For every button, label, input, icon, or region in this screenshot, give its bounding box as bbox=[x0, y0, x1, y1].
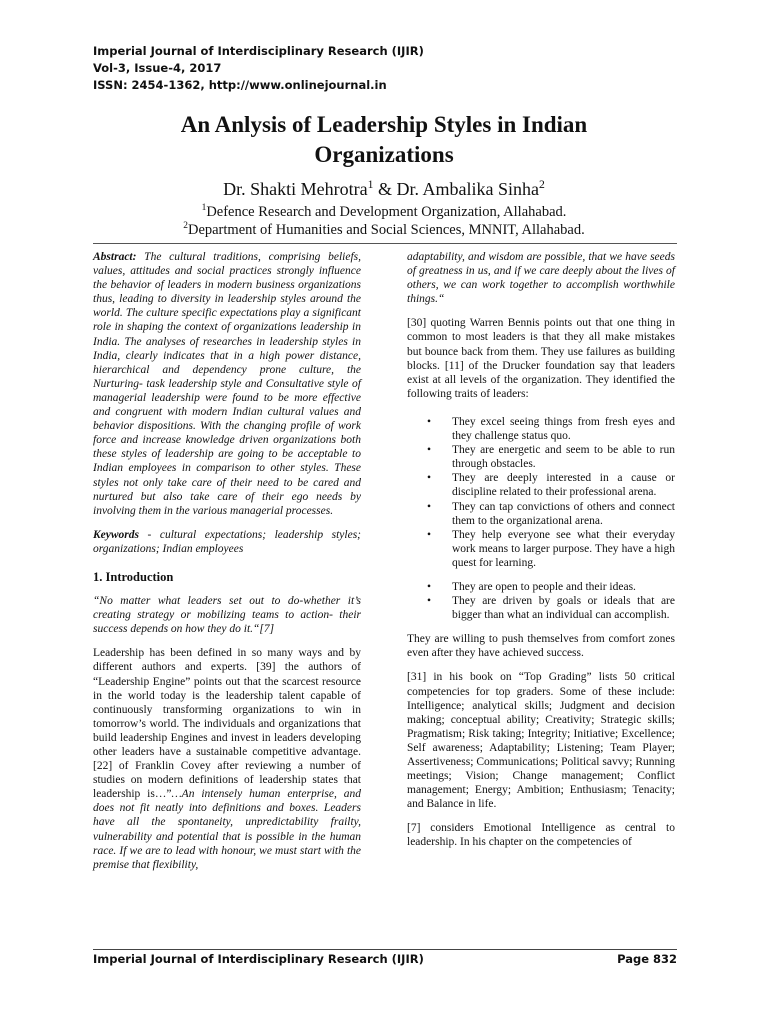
section-heading-introduction: 1. Introduction bbox=[93, 569, 174, 584]
bullet-icon: • bbox=[427, 500, 432, 513]
bullet-icon: • bbox=[427, 595, 432, 608]
author-connector: & bbox=[373, 179, 397, 199]
intro-paragraph-quote: …An intensely human enterprise, and does not fit neatly into definitions and boxes. Leaders have all the spontaneity, unpredictability frailty, vulnerability and potential that is possible in the human race. If we are to lead with honour, we must start with the premise that flexibility, bbox=[93, 788, 361, 871]
right-column bbox=[407, 250, 675, 860]
list-item: • They are driven by goals or ideals that are bigger than what an individual can accomplish. bbox=[427, 595, 675, 622]
quote-continuation: adaptability, and wisdom are possible, that we have seeds of greatness in us, and if we care deeply about the lives of others, we can work together to accomplish worthwhile things.“ bbox=[407, 251, 675, 306]
header-divider bbox=[93, 243, 677, 244]
title-line-1: An Anlysis of Leadership Styles in Indian bbox=[180, 112, 588, 137]
bullet-icon: • bbox=[427, 472, 432, 485]
author-1: Dr. Shakti Mehrotra bbox=[223, 179, 368, 199]
author-1-affil-mark: 1 bbox=[367, 178, 374, 191]
affiliation-1-mark: 1 bbox=[201, 203, 207, 214]
list-item: • They can tap convictions of others and connect them to the organizational arena. bbox=[427, 500, 675, 527]
journal-name: Imperial Journal of Interdisciplinary Research (IJIR) bbox=[93, 44, 424, 58]
affiliation-1-text: Defence Research and Development Organization, Allahabad. bbox=[206, 204, 567, 220]
bullet-icon: • bbox=[427, 528, 432, 541]
author-2: Dr. Ambalika Sinha bbox=[396, 179, 539, 199]
comfort-zone-paragraph: They are willing to push themselves from comfort zones even after they have achieved success. bbox=[407, 633, 675, 660]
bullet-icon: • bbox=[427, 415, 432, 428]
running-header bbox=[93, 43, 424, 94]
list-item: • They excel seeing things from fresh eyes and they challenge status quo. bbox=[427, 415, 675, 443]
list-item: • They help everyone see what their everyday work means to larger purpose. They have a high quest for learning. bbox=[427, 528, 675, 569]
abstract-label: Abstract: bbox=[93, 251, 137, 263]
affiliation-2-text: Department of Humanities and Social Sciences, MNNIT, Allahabad. bbox=[187, 222, 585, 238]
author-2-affil-mark: 2 bbox=[539, 178, 545, 191]
affiliation-2 bbox=[0, 221, 768, 239]
page-number: Page 832 bbox=[617, 952, 677, 966]
bullet-icon: • bbox=[427, 580, 432, 593]
bullet-icon: • bbox=[427, 444, 432, 457]
author-line bbox=[0, 178, 768, 200]
intro-paragraph bbox=[93, 646, 361, 872]
title-line-2: Organizations bbox=[314, 142, 454, 167]
keywords-text: - cultural expectations; leadership styles; organizations; Indian employees bbox=[93, 528, 361, 555]
issn-url: ISSN: 2454-1362, http://www.onlinejournal.in bbox=[93, 78, 387, 92]
traits-list-1 bbox=[407, 415, 675, 570]
top-grading-paragraph: [31] in his book on “Top Grading” lists 50 critical competencies for top graders. Some of these include: Intelligence; analytical skills; Judgment and decision making; conceptual ability; Creativity; Strategic skills; Pragmatism; Risk taking; Integrity; Initiative; Excellence; Self awareness; Adaptability; Listening; Team Player; Assertiveness; Communications; Political savvy; Running meetings; Vision; Change management; Conflict management; Energy; Ambition; Enthusiasm; Tenacity; and Balance in life. bbox=[407, 671, 675, 811]
intro-quote: “No matter what leaders set out to do-whether it’s creating strategy or mobilizing teams to action- their success depends on how they do it.“[7] bbox=[93, 595, 361, 636]
list-item: • They are deeply interested in a cause or discipline related to their professional arena. bbox=[427, 472, 675, 499]
emotional-intelligence-paragraph: [7] considers Emotional Intelligence as central to leadership. In his chapter on the competencies of bbox=[407, 822, 675, 849]
bennis-paragraph: [30] quoting Warren Bennis points out that one thing in common to most leaders is that they all make mistakes but bounce back from them. They use failures as building blocks. [11] of the Drucker foundation say that leaders exist at all levels of the organization. They identified the following traits of leaders: bbox=[407, 317, 675, 400]
affiliation-1 bbox=[0, 203, 768, 221]
footer-journal: Imperial Journal of Interdisciplinary Research (IJIR) bbox=[93, 952, 424, 966]
left-column bbox=[93, 250, 361, 882]
volume-issue: Vol-3, Issue-4, 2017 bbox=[93, 61, 222, 75]
keywords-label: Keywords bbox=[93, 528, 139, 541]
abstract-text: The cultural traditions, comprising beliefs, values, attitudes and social practices strongly influence the behavior of leaders in modern business organizations thus, leading to diversity in leadership styles around the world. The culture specific expectations play a significant role in shaping the context of organizations leadership in India. The analyses of researches in leadership styles in India, clearly indicates that in a high power distance, hierarchical and dependency prone culture, the Nurturing- task leadership style and Consultative style of managerial leadership were found to be more effective and congruent with modern Indian cultural values and behavior dispositions. With the changing profile of work force and increase knowledge driven organizations both these styles of leadership are going to be acceptable to Indian employees in comparison to other styles. These styles not only take care of their need to be cared and nurtured but also take care of their ego needs by involving them in the various managerial processes. bbox=[93, 251, 361, 517]
affiliation-2-mark: 2 bbox=[183, 221, 188, 232]
paper-title bbox=[0, 110, 768, 170]
list-item: • They are open to people and their ideas. bbox=[427, 580, 636, 593]
keywords bbox=[93, 528, 361, 556]
traits-list-2 bbox=[407, 580, 675, 622]
list-item: • They are energetic and seem to be able to run through obstacles. bbox=[427, 444, 675, 471]
footer-divider bbox=[93, 949, 677, 950]
abstract bbox=[93, 250, 361, 518]
intro-paragraph-text: Leadership has been defined in so many ways and by different authors and experts. [39] the authors of “Leadership Engine” points out that the scarcest resource in the world today is the leadership talent capable of continuously transforming organizations to win in tomorrow’s world. The individuals and organizations that build leadership Engines and invest in leaders developing other leaders have a sustainable competitive advantage. [22] of Franklin Covey after reviewing a number of studies on modern definitions of leadership states that leadership is…” bbox=[93, 647, 361, 801]
